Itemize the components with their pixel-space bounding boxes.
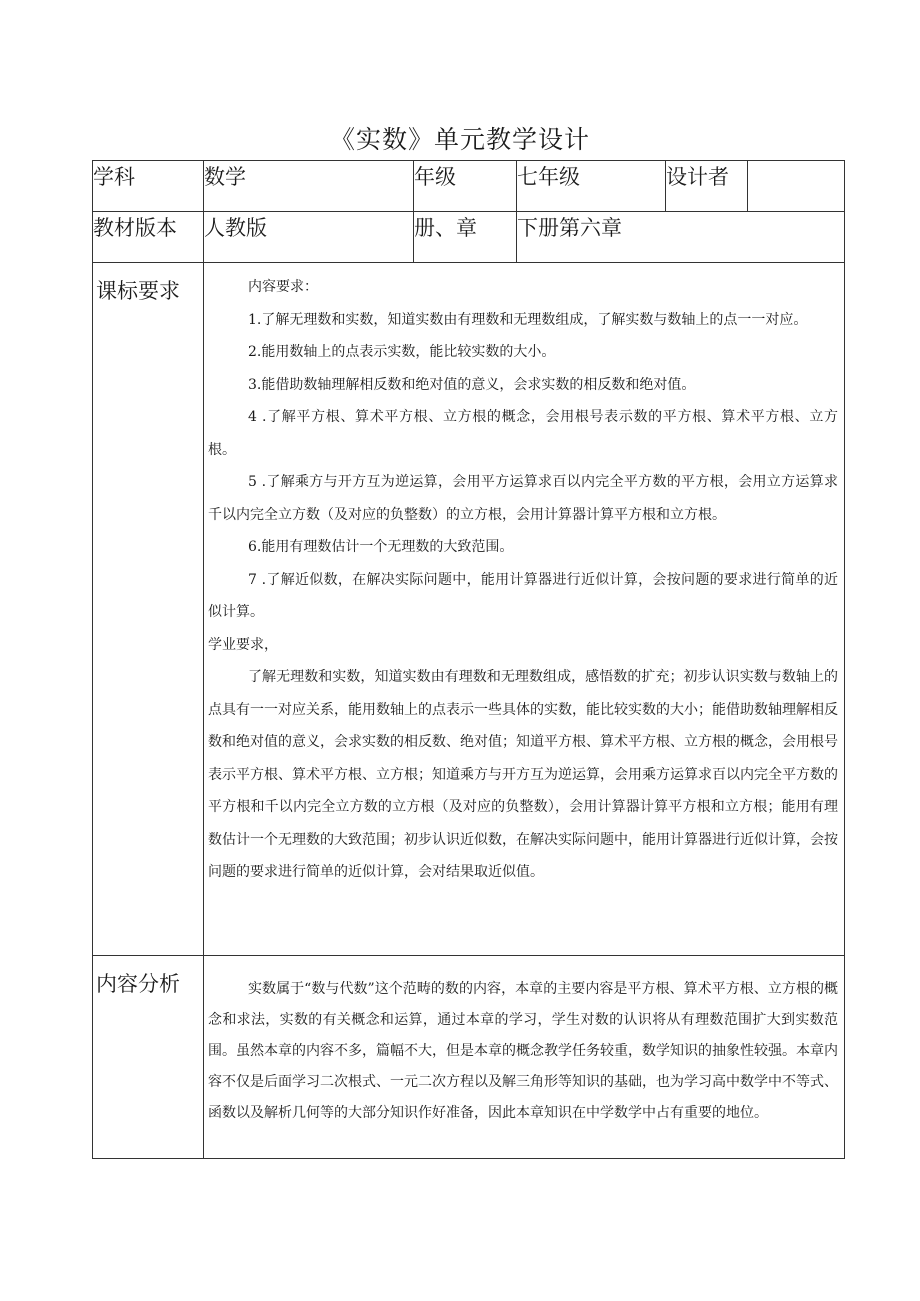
requirement-item: 3.能借助数轴理解相反数和绝对值的意义，会求实数的相反数和绝对值。 — [248, 376, 696, 393]
info-row-1 — [93, 161, 845, 212]
curriculum-content — [204, 263, 845, 956]
edition-label: 教材版本 — [93, 212, 204, 263]
page-title: 《实数》单元教学设计 — [329, 125, 590, 154]
analysis-row — [93, 956, 845, 1159]
content-heading: 内容要求： — [248, 279, 318, 295]
requirement-item: 2.能用数轴上的点表示实数，能比较实数的大小。 — [248, 344, 556, 360]
curriculum-label: 课标要求 — [93, 263, 204, 956]
requirement-item: 6.能用有理数估计一个无理数的大致范围。 — [248, 539, 514, 555]
subject-value: 数学 — [204, 161, 414, 212]
design-table — [92, 160, 845, 1159]
requirement-item: 4 .了解平方根、算术平方根、立方根的概念，会用根号表示数的平方根、算术平方根、立方根。 — [208, 409, 838, 458]
designer-label: 设计者 — [666, 161, 748, 212]
requirement-item: 5 .了解乘方与开方互为逆运算，会用平方运算求百以内完全平方数的平方根，会用立方运算求千以内完全立方数（及对应的负整数）的立方根，会用计算器计算平方根和立方根。 — [208, 474, 838, 523]
curriculum-row — [93, 263, 845, 956]
subject-label: 学科 — [93, 161, 204, 212]
analysis-text: 实数属于“数与代数”这个范畴的数的内容，本章的主要内容是平方根、算术平方根、立方根的概念和求法，实数的有关概念和运算，通过本章的学习，学生对数的认识将从有理数范围扩大到实数范围。虽然本章的内容不多，篇幅不大，但是本章的概念教学任务较重，数学知识的抽象性较强。本章内容不仅是后面学习二次根式、一元二次方程以及解三角形等知识的基础，也为学习高中数学中不等式、函数以及解析几何等的大部分知识作好准备，因此本章知识在中学数学中占有重要的地位。 — [208, 981, 838, 1121]
designer-value — [748, 161, 845, 212]
requirement-item: 7 .了解近似数，在解决实际问题中，能用计算器进行近似计算，会按问题的要求进行简单的近似计算。 — [208, 571, 838, 620]
academic-text: 了解无理数和实数，知道实数由有理数和无理数组成，感悟数的扩充；初步认识实数与数轴上的点具有一一对应关系，能用数轴上的点表示一些具体的实数，能比较实数的大小；能借助数轴理解相反数和绝对值的意义，会求实数的相反数、绝对值；知道平方根、算术平方根、立方根的概念，会用根号表示平方根、算术平方根、立方根；知道乘方与开方互为逆运算，会用乘方运算求百以内完全平方数的平方根和千以内完全立方数的立方根（及对应的负整数），会用计算器计算平方根和立方根；能用有理数估计一个无理数的大致范围；初步认识近似数，在解决实际问题中，能用计算器进行近似计算，会按问题的要求进行简单的近似计算，会对结果取近似值。 — [208, 669, 838, 880]
info-row-2 — [93, 212, 845, 263]
analysis-content — [204, 956, 845, 1159]
requirement-item: 1.了解无理数和实数，知道实数由有理数和无理数组成，了解实数与数轴上的点一一对应。 — [248, 311, 808, 328]
edition-value: 人教版 — [204, 212, 414, 263]
academic-heading: 学业要求， — [208, 636, 278, 653]
volume-value: 下册第六章 — [517, 212, 845, 263]
grade-label: 年级 — [414, 161, 517, 212]
analysis-label: 内容分析 — [93, 956, 204, 1159]
volume-label: 册、章 — [414, 212, 517, 263]
grade-value: 七年级 — [517, 161, 666, 212]
